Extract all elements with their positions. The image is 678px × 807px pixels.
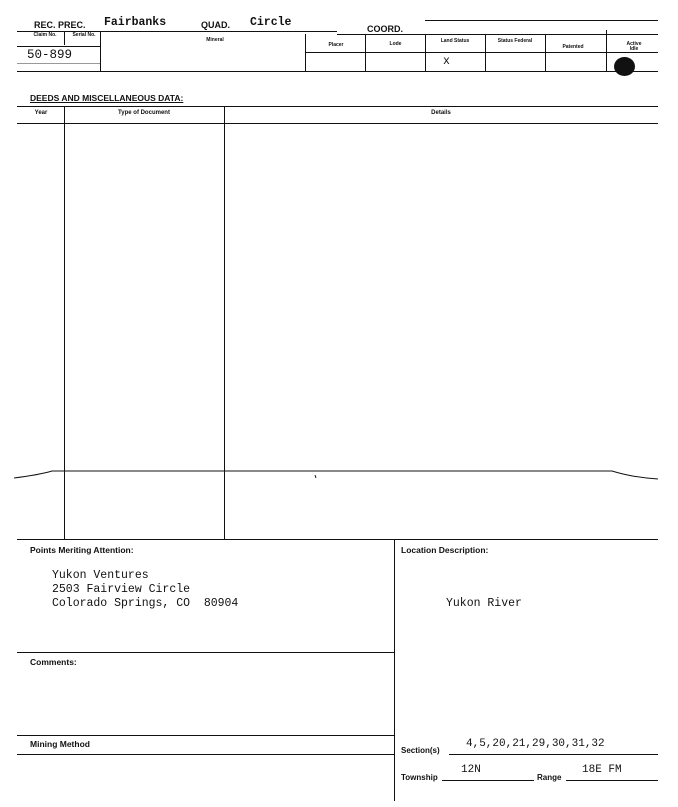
lower-top-rule: [17, 539, 658, 540]
deeds-col-type: Type of Document: [118, 110, 170, 116]
record-rule-faint: [17, 63, 100, 64]
top-rule-right: [425, 20, 658, 21]
range-value: 18E FM: [582, 764, 622, 776]
header-rule-right: [337, 34, 658, 35]
grid-v-lode: [425, 34, 426, 72]
mining-rule: [17, 735, 394, 736]
deeds-title: DEEDS AND MISCELLANEOUS DATA:: [30, 93, 184, 103]
grid-v-claim: [100, 31, 101, 71]
lower-v-divider: [394, 539, 395, 801]
col-mineral: Mineral: [206, 37, 224, 43]
grid-v-patented: [606, 30, 607, 72]
rec-prec-value: Fairbanks: [104, 16, 167, 29]
deeds-colhead-rule: [17, 123, 658, 124]
township-value: 12N: [461, 764, 481, 776]
comments-rule: [17, 652, 394, 653]
col-patented: Patented: [562, 44, 584, 50]
col-lode: Lode: [389, 41, 402, 47]
deeds-col-details: Details: [431, 110, 451, 116]
col-claim-no: Claim No.: [33, 32, 57, 38]
grid-v-land: [485, 34, 486, 72]
location-value: Yukon River: [446, 597, 522, 610]
quad-value: Circle: [250, 16, 292, 29]
deeds-col-year: Year: [34, 110, 48, 116]
sections-label: Section(s): [401, 746, 440, 755]
grid-v-serial: [64, 31, 65, 45]
mining-underline: [17, 754, 394, 755]
col-active-idle: Active Idle: [626, 41, 642, 52]
township-underline: [442, 780, 534, 781]
claim-no-value: 50-899: [27, 48, 73, 62]
colhead-rule-left: [17, 46, 100, 47]
grid-v-mineral: [305, 34, 306, 72]
rec-prec-label: REC. PREC.: [34, 20, 86, 30]
points-line-2: 2503 Fairview Circle: [52, 583, 191, 596]
range-label: Range: [537, 773, 562, 782]
deeds-top-rule: [17, 106, 658, 107]
record-rule: [17, 71, 658, 72]
coord-label: COORD.: [367, 24, 403, 34]
grid-v-placer: [365, 34, 366, 72]
sections-underline: [449, 754, 658, 755]
sections-value: 4,5,20,21,29,30,31,32: [466, 738, 605, 750]
page-seam-line: [0, 462, 678, 486]
header-rule-left: [17, 31, 337, 32]
quad-label: QUAD.: [201, 20, 230, 30]
township-label: Township: [401, 773, 438, 782]
range-underline: [566, 780, 658, 781]
col-placer: Placer: [328, 42, 344, 48]
location-label: Location Description:: [401, 545, 489, 555]
land-status-mark: x: [443, 55, 450, 68]
mining-label: Mining Method: [30, 739, 90, 749]
grid-v-status: [545, 34, 546, 72]
col-serial-no: Serial No.: [72, 32, 96, 38]
comments-label: Comments:: [30, 657, 77, 667]
active-idle-dot: [614, 57, 635, 76]
colhead-rule-right: [305, 52, 658, 53]
col-land-status: Land Status: [440, 38, 470, 44]
points-line-1: Yukon Ventures: [52, 569, 149, 582]
points-label: Points Meriting Attention:: [30, 545, 134, 555]
points-line-3: Colorado Springs, CO 80904: [52, 597, 239, 610]
col-status-federal: Status Federal: [497, 38, 533, 44]
